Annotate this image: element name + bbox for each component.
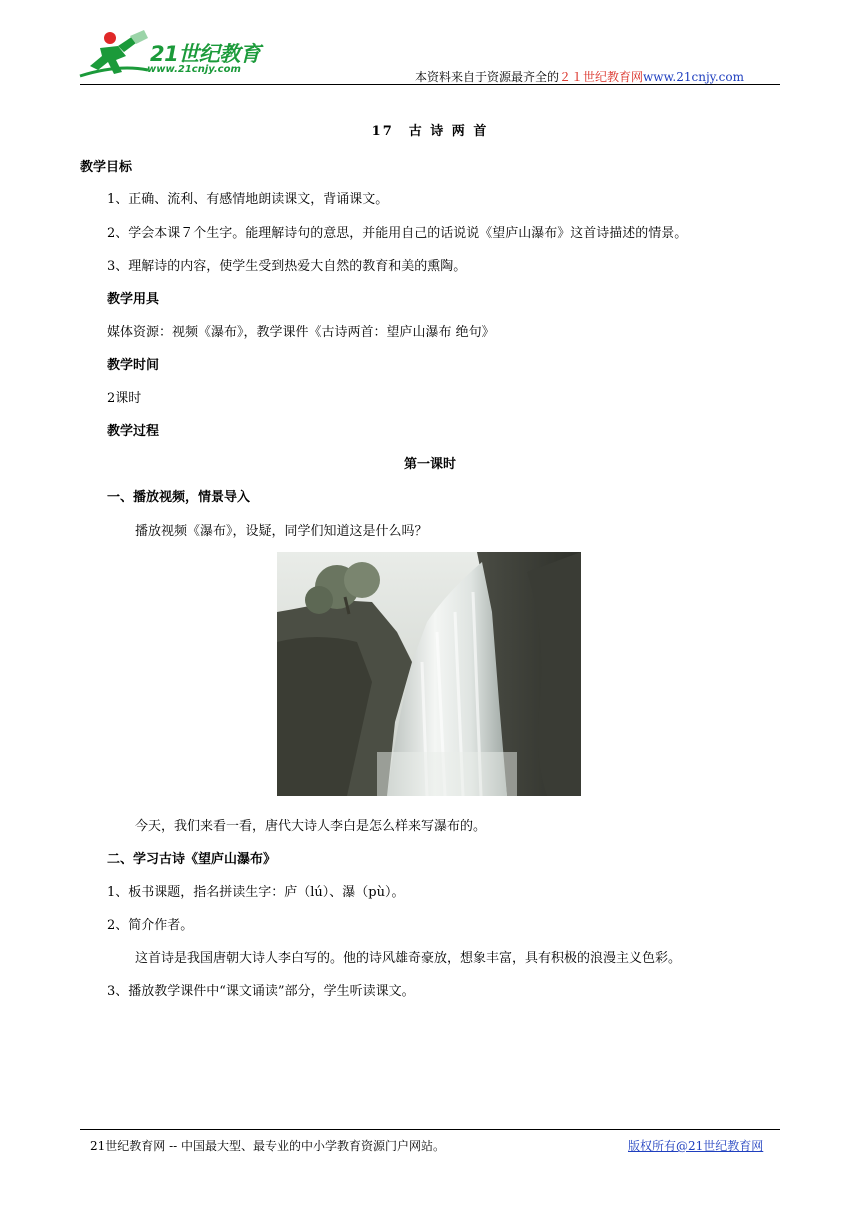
step1-heading: 一、播放视频，情景导入 <box>107 490 251 505</box>
after-photo-text: 今天，我们来看一看，唐代大诗人李白是怎么样来写瀑布的。 <box>135 819 487 834</box>
step2-item-2-text: 这首诗是我国唐朝大诗人李白写的。他的诗风雄奇豪放，想象丰富，具有积极的浪漫主义色彩。 <box>135 951 682 966</box>
section-process-heading: 教学过程 <box>107 424 160 439</box>
footer-copyright-link[interactable]: 版权所有@21世纪教育网 <box>628 1139 764 1153</box>
step2-heading: 二、学习古诗《望庐山瀑布》 <box>107 852 277 867</box>
logo-url: www.21cnjy.com <box>147 64 241 75</box>
goal-1: 1、正确、流利、有感情地朗读课文，背诵课文。 <box>107 192 389 207</box>
time-text: 2课时 <box>107 391 142 406</box>
waterfall-photo <box>277 552 581 796</box>
footer-left: 21世纪教育网 -- 中国最大型、最专业的中小学教育资源门户网站。 <box>90 1139 446 1153</box>
section-goal-heading: 教学目标 <box>80 160 133 175</box>
step1-text: 播放视频《瀑布》，设疑，同学们知道这是什么吗？ <box>135 524 428 539</box>
goal-2: 2、学会本课７个生字。能理解诗句的意思，并能用自己的话说说《望庐山瀑布》这首诗描述的情景。 <box>107 226 688 241</box>
step2-item-1: 1、板书课题，指名拼读生字：庐（lú）、瀑（pù）。 <box>107 885 405 900</box>
tools-text: 媒体资源：视频《瀑布》，教学课件《古诗两首：望庐山瀑布 绝句》 <box>107 325 495 340</box>
goal-3: 3、理解诗的内容，使学生受到热爱大自然的教育和美的熏陶。 <box>107 259 467 274</box>
section-time-heading: 教学时间 <box>107 358 160 373</box>
doc-title: 17 古 诗 两 首 <box>371 124 489 139</box>
section-tools-heading: 教学用具 <box>107 292 160 307</box>
header-divider <box>80 84 780 85</box>
header-note-prefix: 本资料来自于资源最齐全的 <box>415 70 560 84</box>
header-note-site[interactable]: ２１世纪教育网 <box>559 70 644 84</box>
footer-divider <box>80 1129 780 1130</box>
step2-item-2: 2、简介作者。 <box>107 918 194 933</box>
header-note-url[interactable]: www.21cnjy.com <box>643 70 744 84</box>
header-note <box>415 68 744 85</box>
lesson-heading: 第一课时 <box>403 457 456 472</box>
logo-text: 21世纪教育 <box>150 42 261 66</box>
step2-item-3: 3、播放教学课件中“课文诵读”部分，学生听读课文。 <box>107 984 415 999</box>
